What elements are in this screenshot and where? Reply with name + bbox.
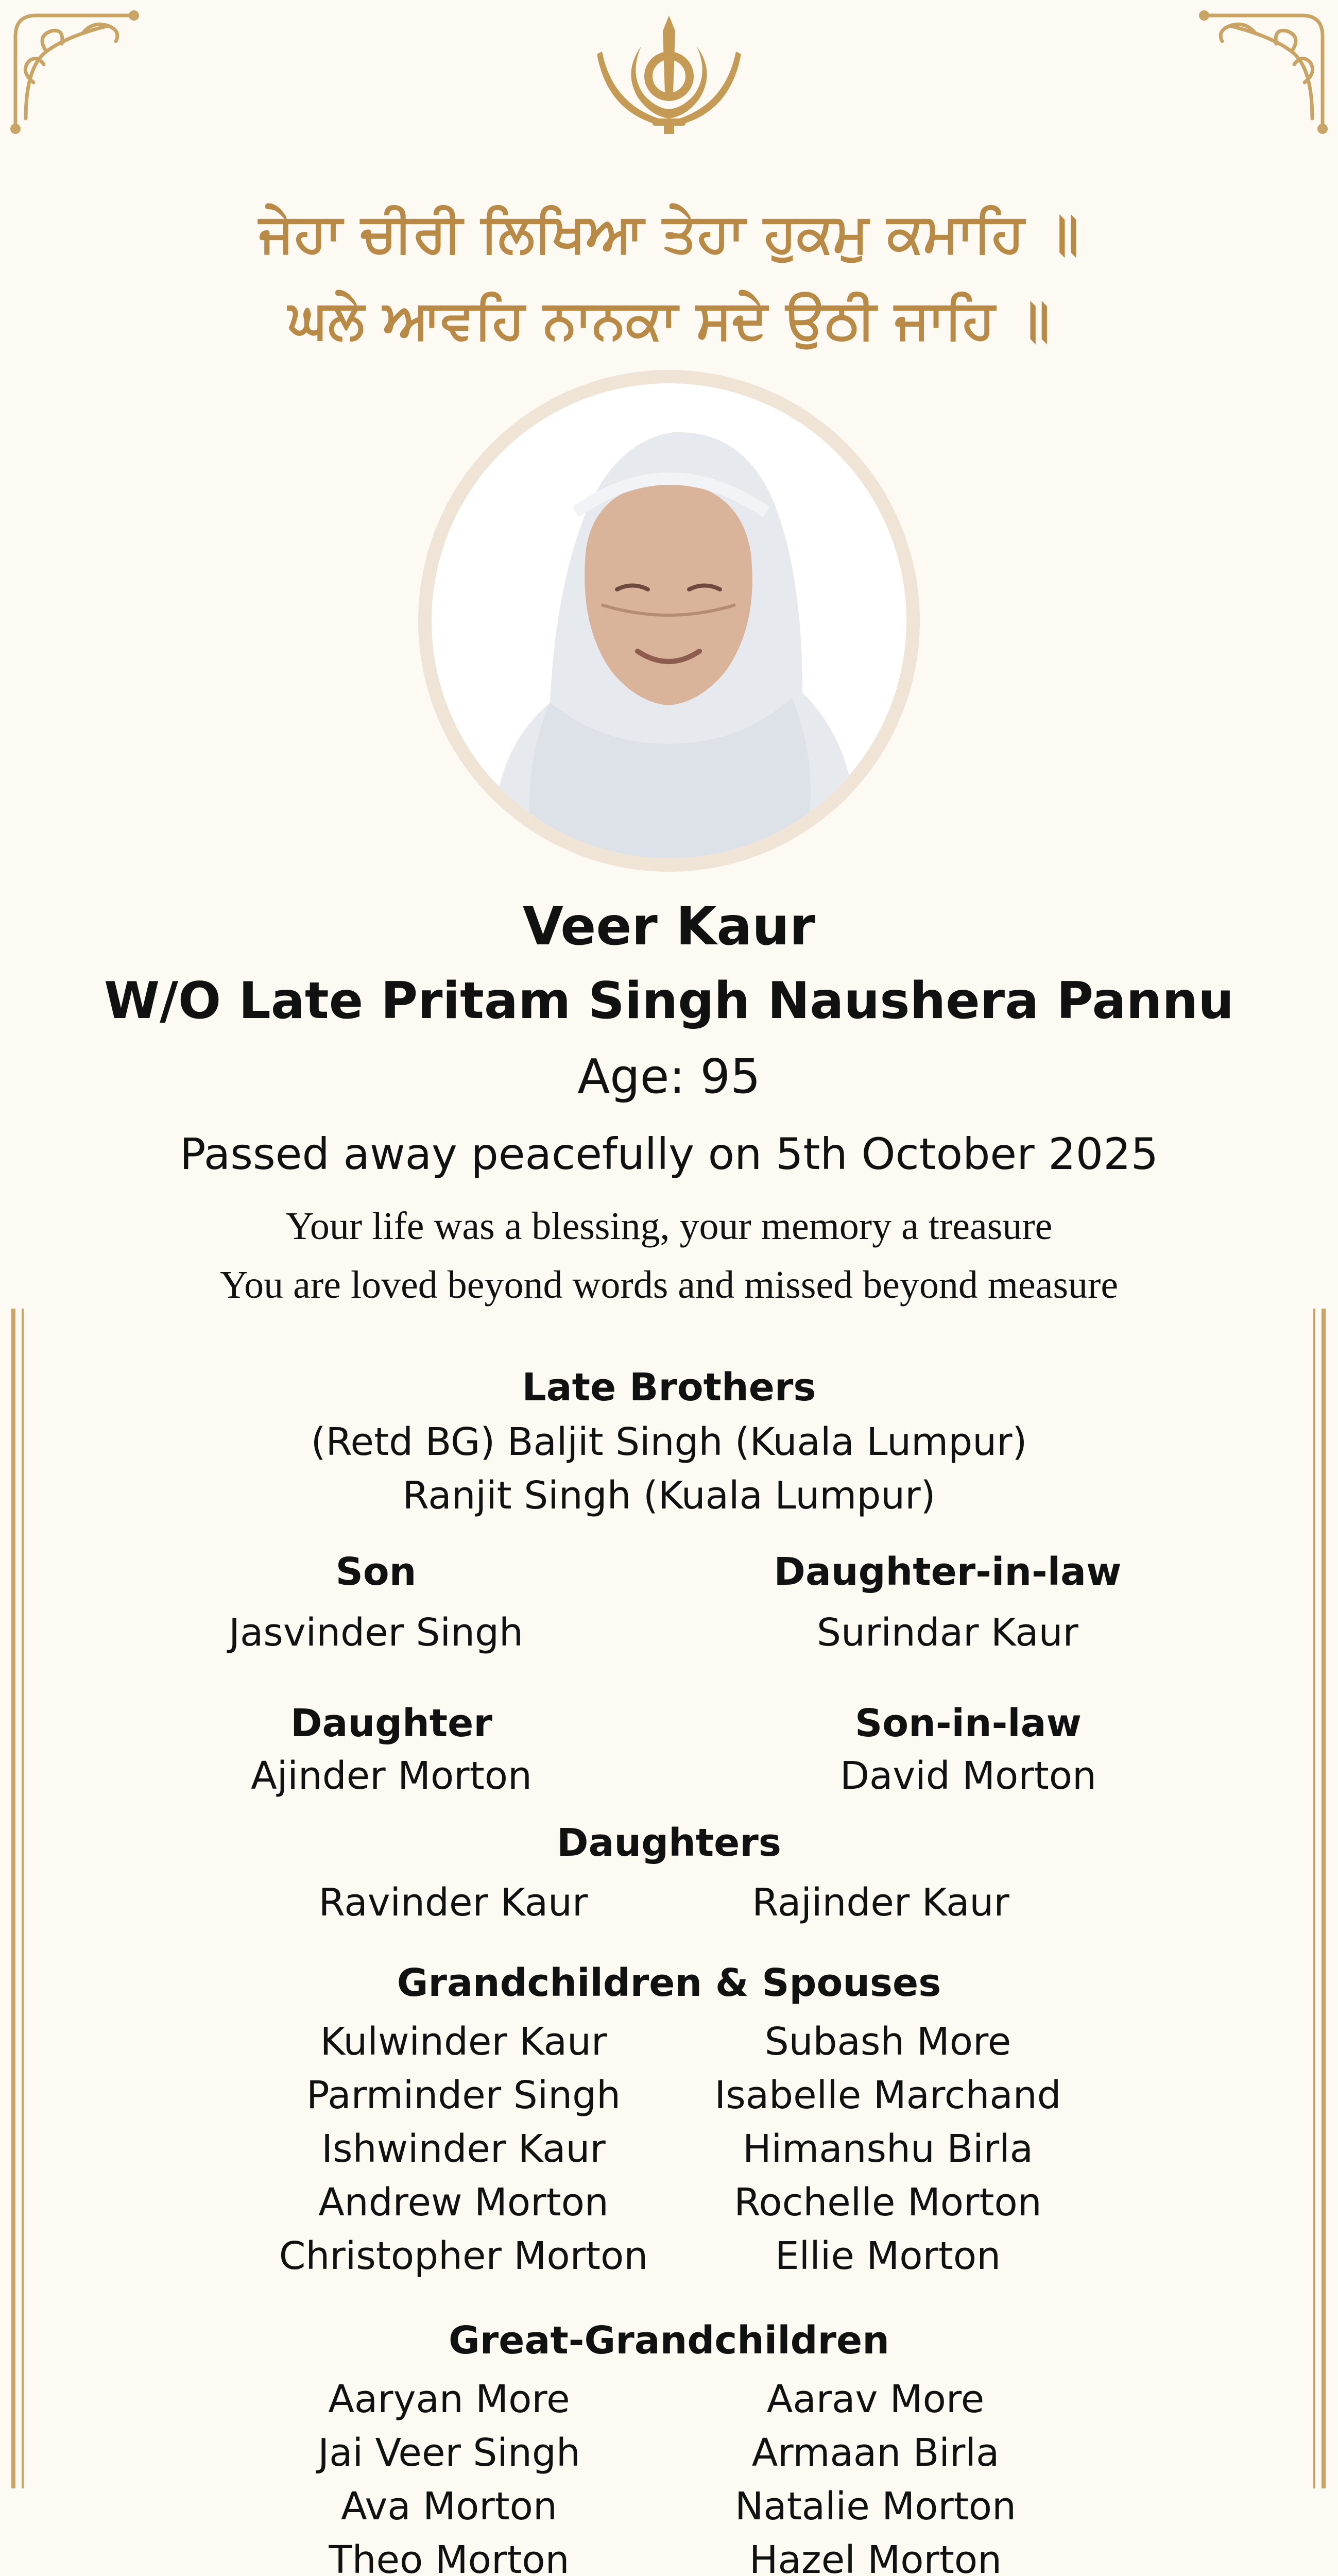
portrait-illustration (432, 383, 906, 858)
khanda-icon (592, 15, 746, 134)
daughters-heading: Daughters (557, 1821, 781, 1865)
grandchild-right-3: Himanshu Birla (742, 2127, 1034, 2171)
daughter-name: Ajinder Morton (251, 1754, 532, 1798)
son-heading: Son (335, 1550, 417, 1594)
portrait-photo (432, 383, 906, 858)
grandchild-right-4: Rochelle Morton (734, 2180, 1042, 2225)
grandchild-left-1: Kulwinder Kaur (320, 2020, 607, 2064)
great-grandchild-left-3: Ava Morton (341, 2484, 557, 2529)
grandchild-right-5: Ellie Morton (775, 2234, 1001, 2278)
gurbani-line-2: ਘਲੇ ਆਵਹਿ ਨਾਨਕਾ ਸਦੇ ਉਠੀ ਜਾਹਿ ॥ (288, 288, 1050, 351)
great-grandchild-left-2: Jai Veer Singh (318, 2431, 580, 2475)
corner-ornament-top-right (1194, 5, 1333, 139)
grandchild-left-5: Christopher Morton (279, 2234, 648, 2278)
son-name: Jasvinder Singh (229, 1611, 523, 1655)
daughters-name-1: Ravinder Kaur (318, 1880, 588, 1925)
grandchild-left-4: Andrew Morton (318, 2180, 609, 2225)
late-brothers-heading: Late Brothers (522, 1365, 816, 1410)
great-grandchild-left-1: Aaryan More (328, 2377, 570, 2421)
great-grandchild-left-4: Theo Morton (329, 2538, 570, 2576)
late-brother-1: (Retd BG) Baljit Singh (Kuala Lumpur) (311, 1420, 1027, 1464)
son-in-law-name: David Morton (840, 1754, 1096, 1798)
poem-line-2: You are loved beyond words and missed beyond measure (219, 1263, 1119, 1307)
great-grandchild-right-2: Armaan Birla (751, 2431, 1000, 2475)
deceased-name: Veer Kaur (522, 896, 816, 957)
grandchild-left-2: Parminder Singh (306, 2073, 621, 2117)
grandchild-right-1: Subash More (764, 2020, 1011, 2064)
great-grandchildren-heading: Great-Grandchildren (449, 2318, 889, 2363)
deceased-relation: W/O Late Pritam Singh Naushera Pannu (104, 972, 1234, 1030)
deceased-age: Age: 95 (577, 1049, 761, 1104)
son-in-law-heading: Son-in-law (855, 1701, 1082, 1745)
daughter-in-law-name: Surindar Kaur (817, 1611, 1078, 1655)
great-grandchild-right-1: Aarav More (766, 2377, 985, 2421)
poem-line-1: Your life was a blessing, your memory a treasure (285, 1205, 1053, 1248)
daughter-heading: Daughter (290, 1701, 492, 1745)
grandchild-left-3: Ishwinder Kaur (321, 2127, 606, 2171)
passed-away-date: Passed away peacefully on 5th October 2025 (179, 1129, 1159, 1179)
daughter-in-law-heading: Daughter-in-law (774, 1550, 1122, 1594)
grandchildren-heading: Grandchildren & Spouses (397, 1961, 941, 2005)
late-brother-2: Ranjit Singh (Kuala Lumpur) (402, 1473, 936, 1518)
grandchild-right-2: Isabelle Marchand (714, 2073, 1061, 2117)
gurbani-line-1: ਜੇਹਾ ਚੀਰੀ ਲਿਖਿਆ ਤੇਹਾ ਹੁਕਮੁ ਕਮਾਹਿ ॥ (259, 201, 1079, 264)
corner-ornament-top-left (5, 5, 144, 139)
great-grandchild-right-3: Natalie Morton (735, 2484, 1016, 2529)
great-grandchild-right-4: Hazel Morton (749, 2538, 1002, 2576)
daughters-name-2: Rajinder Kaur (752, 1880, 1009, 1925)
